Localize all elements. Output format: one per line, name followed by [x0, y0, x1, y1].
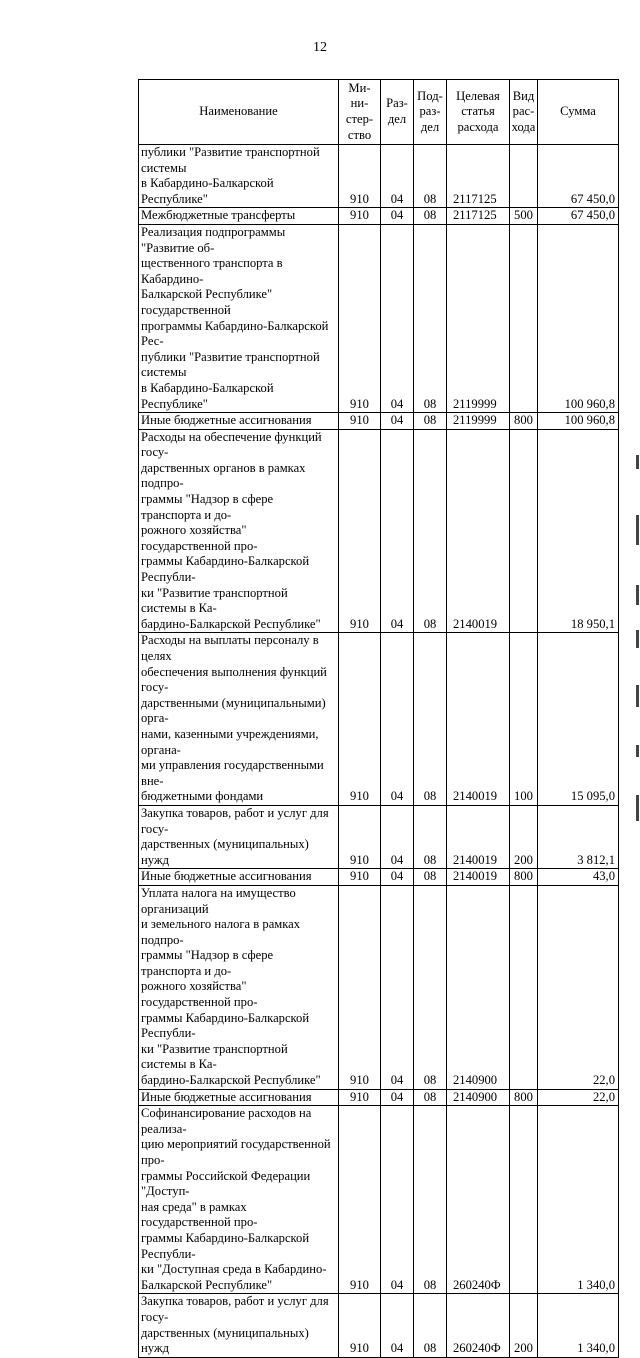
cell-razdel: 04 — [381, 429, 414, 633]
cell-name: Иные бюджетные ассигнования — [139, 413, 339, 430]
cell-podrazdel: 08 — [414, 145, 447, 208]
cell-tselevaya: 2140019 — [447, 429, 510, 633]
cell-ministry: 910 — [339, 224, 381, 412]
cell-podrazdel: 08 — [414, 429, 447, 633]
cell-razdel: 04 — [381, 224, 414, 412]
table-row — [139, 208, 619, 225]
cell-vid: 800 — [510, 869, 538, 886]
cell-razdel: 04 — [381, 869, 414, 886]
table-row — [139, 1089, 619, 1106]
cell-vid: 500 — [510, 208, 538, 225]
header-name: Наименование — [139, 80, 339, 145]
cell-ministry: 910 — [339, 208, 381, 225]
table-row — [139, 805, 619, 868]
cell-tselevaya: 260240Ф — [447, 1294, 510, 1357]
cell-summa: 100 960,8 — [538, 224, 619, 412]
cell-razdel: 04 — [381, 1106, 414, 1294]
cell-vid — [510, 224, 538, 412]
cell-razdel: 04 — [381, 805, 414, 868]
cell-podrazdel: 08 — [414, 885, 447, 1089]
cell-podrazdel: 08 — [414, 208, 447, 225]
cell-ministry: 910 — [339, 145, 381, 208]
cell-summa: 43,0 — [538, 869, 619, 886]
table-row — [139, 1106, 619, 1294]
cell-tselevaya: 260240Ф — [447, 1106, 510, 1294]
header-summa: Сумма — [538, 80, 619, 145]
cell-ministry: 910 — [339, 885, 381, 1089]
cell-name: публики "Развитие транспортной системы в Кабардино-Балкарской Республике" — [139, 145, 339, 208]
cell-summa: 22,0 — [538, 885, 619, 1089]
header-ministry: Ми- ни- стер- ство — [339, 80, 381, 145]
budget-table — [138, 79, 619, 1358]
cell-name: Уплата налога на имущество организаций и земельного налога в рамках подпро- граммы "Надзор в сфере транспорта и до- рожного хозяйства" государственной про- граммы Кабардино-Балкарской Республи- ки "Развитие транспортной системы в Ка- бардино-Балкарской Республике" — [139, 885, 339, 1089]
cell-summa: 18 950,1 — [538, 429, 619, 633]
cell-vid: 800 — [510, 1089, 538, 1106]
cell-ministry: 910 — [339, 1089, 381, 1106]
cell-tselevaya: 2117125 — [447, 145, 510, 208]
cell-podrazdel: 08 — [414, 1294, 447, 1357]
cell-ministry: 910 — [339, 429, 381, 633]
cell-vid — [510, 145, 538, 208]
header-tselevaya: Целевая статья расхода — [447, 80, 510, 145]
table-row — [139, 145, 619, 208]
cell-summa: 22,0 — [538, 1089, 619, 1106]
cell-vid: 200 — [510, 1294, 538, 1357]
cell-name: Закупка товаров, работ и услуг для госу- дарственных (муниципальных) нужд — [139, 1294, 339, 1357]
cell-name: Софинансирование расходов на реализа- цию мероприятий государственной про- граммы Российской Федерации "Доступ- ная среда" в рамках государственной про- граммы Кабардино-Балкарской Республи- ки "Доступная среда в Кабардино- Балкарской Республике" — [139, 1106, 339, 1294]
cell-razdel: 04 — [381, 1294, 414, 1357]
cell-tselevaya: 2140019 — [447, 869, 510, 886]
table-row — [139, 224, 619, 412]
cell-summa: 1 340,0 — [538, 1294, 619, 1357]
cell-vid — [510, 885, 538, 1089]
table-row — [139, 429, 619, 633]
cell-vid: 200 — [510, 805, 538, 868]
cell-summa: 67 450,0 — [538, 145, 619, 208]
cell-ministry: 910 — [339, 869, 381, 886]
cell-name: Иные бюджетные ассигнования — [139, 1089, 339, 1106]
table-row — [139, 885, 619, 1089]
cell-tselevaya: 2140900 — [447, 1089, 510, 1106]
cell-podrazdel: 08 — [414, 224, 447, 412]
cell-tselevaya: 2140019 — [447, 633, 510, 806]
cell-podrazdel: 08 — [414, 413, 447, 430]
cell-podrazdel: 08 — [414, 869, 447, 886]
scan-edge-marks — [631, 455, 640, 855]
cell-tselevaya: 2140900 — [447, 885, 510, 1089]
cell-summa: 1 340,0 — [538, 1106, 619, 1294]
table-row — [139, 633, 619, 806]
cell-razdel: 04 — [381, 1089, 414, 1106]
cell-ministry: 910 — [339, 633, 381, 806]
cell-tselevaya: 2119999 — [447, 224, 510, 412]
cell-name: Иные бюджетные ассигнования — [139, 869, 339, 886]
page-number: 12 — [313, 40, 327, 55]
cell-name: Расходы на обеспечение функций госу- дарственных органов в рамках подпро- граммы "Надзор в сфере транспорта и до- рожного хозяйства" государственной про- граммы Кабардино-Балкарской Республи- ки "Развитие транспортной системы в Ка- бардино-Балкарской Республике" — [139, 429, 339, 633]
table-header-row — [139, 80, 619, 145]
cell-podrazdel: 08 — [414, 633, 447, 806]
cell-podrazdel: 08 — [414, 1106, 447, 1294]
cell-ministry: 910 — [339, 1294, 381, 1357]
table-body — [139, 145, 619, 1358]
cell-vid — [510, 1106, 538, 1294]
cell-vid — [510, 429, 538, 633]
cell-ministry: 910 — [339, 413, 381, 430]
cell-ministry: 910 — [339, 1106, 381, 1294]
cell-vid: 800 — [510, 413, 538, 430]
cell-summa: 3 812,1 — [538, 805, 619, 868]
cell-name: Межбюджетные трансферты — [139, 208, 339, 225]
cell-name: Расходы на выплаты персоналу в целях обеспечения выполнения функций госу- дарственными (муниципальными) орга- нами, казенными учреждениями, органа- ми управления государственными вне- бюджетными фондами — [139, 633, 339, 806]
cell-name: Закупка товаров, работ и услуг для госу- дарственных (муниципальных) нужд — [139, 805, 339, 868]
cell-razdel: 04 — [381, 413, 414, 430]
cell-name: Реализация подпрограммы "Развитие об- щественного транспорта в Кабардино- Балкарской Республике" государственной программы Кабардино-Балкарской Рес- публики "Развитие транспортной системы в Кабардино-Балкарской Республике" — [139, 224, 339, 412]
header-razdel: Раз- дел — [381, 80, 414, 145]
cell-summa: 67 450,0 — [538, 208, 619, 225]
cell-tselevaya: 2140019 — [447, 805, 510, 868]
table-row — [139, 1294, 619, 1357]
cell-tselevaya: 2119999 — [447, 413, 510, 430]
cell-razdel: 04 — [381, 208, 414, 225]
cell-podrazdel: 08 — [414, 1089, 447, 1106]
cell-tselevaya: 2117125 — [447, 208, 510, 225]
cell-summa: 100 960,8 — [538, 413, 619, 430]
cell-vid: 100 — [510, 633, 538, 806]
header-podrazdel: Под- раз- дел — [414, 80, 447, 145]
cell-summa: 15 095,0 — [538, 633, 619, 806]
table-row — [139, 869, 619, 886]
cell-ministry: 910 — [339, 805, 381, 868]
cell-razdel: 04 — [381, 633, 414, 806]
header-vid: Вид рас- хода — [510, 80, 538, 145]
cell-podrazdel: 08 — [414, 805, 447, 868]
table-row — [139, 413, 619, 430]
cell-razdel: 04 — [381, 885, 414, 1089]
cell-razdel: 04 — [381, 145, 414, 208]
